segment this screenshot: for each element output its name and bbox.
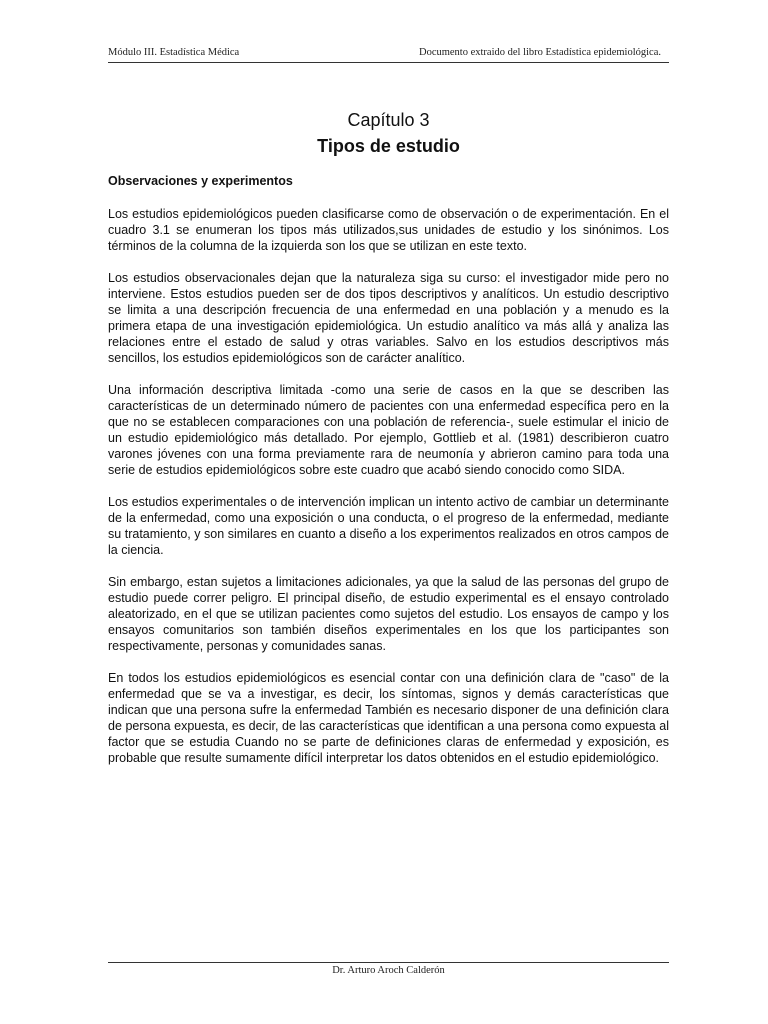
paragraph: Sin embargo, estan sujetos a limitaciones adicionales, ya que la salud de las personas del grupo de estudio puede correr peligro. El principal diseño, de estudio experimental es el ensayo controlado aleatorizado, en el que se utilizan pacientes como sujetos del estudio. Los ensayos de campo y los ensayos comunitarios son también diseños experimentales en los que los participantes son respectivamente, personas y comunidades sanas. <box>108 575 669 653</box>
paragraph: En todos los estudios epidemiológicos es esencial contar con una definición clara de "caso" de la enfermedad que se va a investigar, es decir, los síntomas, signos y demás características que indican que una persona sufre la enfermedad También es necesario disponer de una definición clara de persona expuesta, es decir, de las características que identifican a una persona como expuesta al factor que se estudia Cuando no se parte de definiciones claras de enfermedad y exposición, es probable que resulte sumamente difícil interpretar los datos obtenidos en el estudio epidemiológico. <box>108 671 669 765</box>
paragraph: Una información descriptiva limitada -como una serie de casos en la que se describen las características de un determinado número de pacientes con una enfermedad específica pero en la que no se establecen comparaciones con una población de referencia-, suele estimular el inicio de un estudio epidemiológico más detallado. Por ejemplo, Gottlieb et al. (1981) describieron cuatro varones jóvenes con una forma previamente rara de neumonía y abrieron camino para toda una serie de estudios epidemiológicos sobre este cuadro que acabó siendo conocido como SIDA. <box>108 383 669 477</box>
body-text <box>108 206 669 782</box>
paragraph: Los estudios epidemiológicos pueden clasificarse como de observación o de experimentación. En el cuadro 3.1 se enumeran los tipos más utilizados,sus unidades de estudio y los sinónimos. Los términos de la columna de la izquierda son los que se utilizan en este texto. <box>108 207 669 253</box>
paragraph: Los estudios observacionales dejan que la naturaleza siga su curso: el investigador mide pero no interviene. Estos estudios pueden ser de dos tipos descriptivos y analíticos. Un estudio descriptivo se limita a una descripción frecuencia de una enfermedad en una población y a menudo es la primera etapa de una investigación epidemiológica. Un estudio analítico va más allá y analiza las relaciones entre el estado de salud y otras variables. Salvo en los estudios descriptivos más sencillos, los estudios epidemiológicos son de carácter analítico. <box>108 271 669 365</box>
header-source-note: Documento extraido del libro Estadística epidemiológica. <box>418 47 661 58</box>
section-heading: Observaciones y experimentos <box>108 174 293 188</box>
chapter-title: Tipos de estudio <box>317 136 460 156</box>
paragraph: Los estudios experimentales o de intervención implican un intento activo de cambiar un determinante de la enfermedad, como una exposición o una conducta, o el progreso de la enfermedad, mediante su tratamiento, y son similares en cuanto a diseño a los experimentos realizados en otros campos de la ciencia. <box>108 495 669 557</box>
footer-divider <box>108 962 669 963</box>
page-footer-author: Dr. Arturo Aroch Calderón <box>332 965 445 976</box>
header-module-title: Módulo III. Estadística Médica <box>108 47 240 58</box>
chapter-label: Capítulo 3 <box>347 110 430 130</box>
chapter-title-block <box>108 108 669 158</box>
page-header <box>108 46 669 63</box>
